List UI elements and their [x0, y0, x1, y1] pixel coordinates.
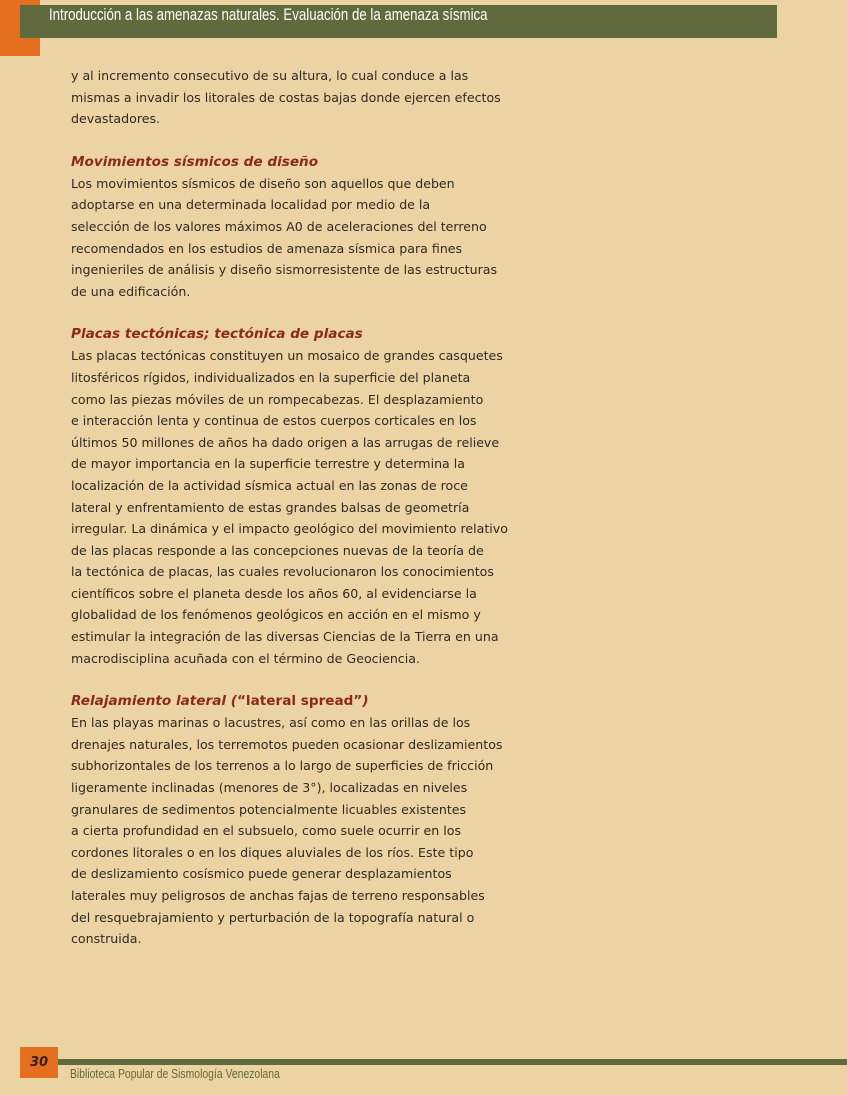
- text-line: ligeramente inclinadas (menores de 3°), localizadas en niveles: [71, 780, 468, 796]
- section-paragraph-relajamiento: [71, 712, 541, 950]
- text-line: lateral y enfrentamiento de estas grandes balsas de geometría: [71, 499, 470, 515]
- text-line: de las placas responde a las concepciones nuevas de la teoría de: [71, 542, 484, 558]
- page-content: [71, 65, 541, 950]
- text-line: estimular la integración de las diversas Ciencias de la Tierra en una: [71, 629, 499, 645]
- heading-plain-part: “lateral spread”: [237, 693, 363, 710]
- text-line: científicos sobre el planeta desde los años 60, al evidenciarse la: [71, 585, 477, 601]
- text-line: últimos 50 millones de años ha dado origen a las arrugas de relieve: [71, 434, 500, 450]
- footer-rule: [58, 1059, 847, 1065]
- text-line: laterales muy peligrosos de anchas fajas de terreno responsables: [71, 888, 485, 903]
- text-line: En las playas marinas o lacustres, así como en las orillas de los: [71, 715, 471, 731]
- text-line: Los movimientos sísmicos de diseño son aquellos que deben: [71, 175, 455, 191]
- footer-publication-title: Biblioteca Popular de Sismología Venezolana: [70, 1066, 280, 1081]
- text-line: litosféricos rígidos, individualizados en la superficie del planeta: [71, 369, 471, 385]
- text-line: adoptarse en una determinada localidad por medio de la: [71, 197, 431, 213]
- text-line: cordones litorales o en los diques aluviales de los ríos. Este tipo: [71, 844, 474, 860]
- text-line: irregular. La dinámica y el impacto geológico del movimiento relativo: [71, 521, 508, 537]
- text-line: drenajes naturales, los terremotos pueden ocasionar deslizamientos: [71, 736, 503, 752]
- heading-italic-part: Relajamiento lateral (: [71, 693, 237, 710]
- text-line: recomendados en los estudios de amenaza sísmica para fines: [71, 240, 463, 256]
- text-line: ingenieriles de análisis y diseño sismorresistente de las estructuras: [71, 262, 498, 278]
- text-line: e interacción lenta y continua de estos cuerpos corticales en los: [71, 413, 477, 429]
- text-line: Las placas tectónicas constituyen un mosaico de grandes casquetes: [71, 348, 503, 364]
- section-heading-placas: Placas tectónicas; tectónica de placas: [71, 326, 363, 343]
- text-line: de deslizamiento cosísmico puede generar desplazamientos: [71, 866, 452, 882]
- heading-italic-end: ): [362, 693, 369, 710]
- running-header-title: Introducción a las amenazas naturales. Evaluación de la amenaza sísmica: [49, 5, 488, 24]
- text-line: devastadores.: [71, 111, 161, 127]
- text-line: de mayor importancia en la superficie terrestre y determina la: [71, 456, 465, 472]
- text-line: y al incremento consecutivo de su altura, lo cual conduce a las: [71, 68, 469, 83]
- intro-paragraph: [71, 65, 541, 130]
- text-line: construida.: [71, 931, 142, 947]
- text-line: a cierta profundidad en el subsuelo, como suele ocurrir en los: [71, 823, 462, 839]
- section-heading-relajamiento: [71, 690, 541, 712]
- section-paragraph-movimientos: [71, 173, 541, 303]
- text-line: mismas a invadir los litorales de costas bajas donde ejercen efectos: [71, 89, 501, 105]
- page-number-badge: 30: [20, 1047, 58, 1078]
- text-line: macrodisciplina acuñada con el término de Geociencia.: [71, 650, 420, 666]
- text-line: subhorizontales de los terrenos a lo largo de superficies de fricción: [71, 758, 494, 774]
- text-line: selección de los valores máximos A0 de aceleraciones del terreno: [71, 218, 487, 234]
- section-heading-movimientos: Movimientos sísmicos de diseño: [71, 153, 319, 170]
- text-line: localización de la actividad sísmica actual en las zonas de roce: [71, 477, 468, 493]
- section-paragraph-placas: [71, 345, 541, 669]
- text-line: de una edificación.: [71, 283, 191, 299]
- text-line: la tectónica de placas, las cuales revolucionaron los conocimientos: [71, 564, 494, 580]
- text-line: granulares de sedimentos potencialmente licuables existentes: [71, 801, 467, 817]
- text-line: del resquebrajamiento y perturbación de la topografía natural o: [71, 909, 475, 925]
- text-line: como las piezas móviles de un rompecabezas. El desplazamiento: [71, 391, 484, 407]
- text-line: globalidad de los fenómenos geológicos en acción en el mismo y: [71, 607, 481, 623]
